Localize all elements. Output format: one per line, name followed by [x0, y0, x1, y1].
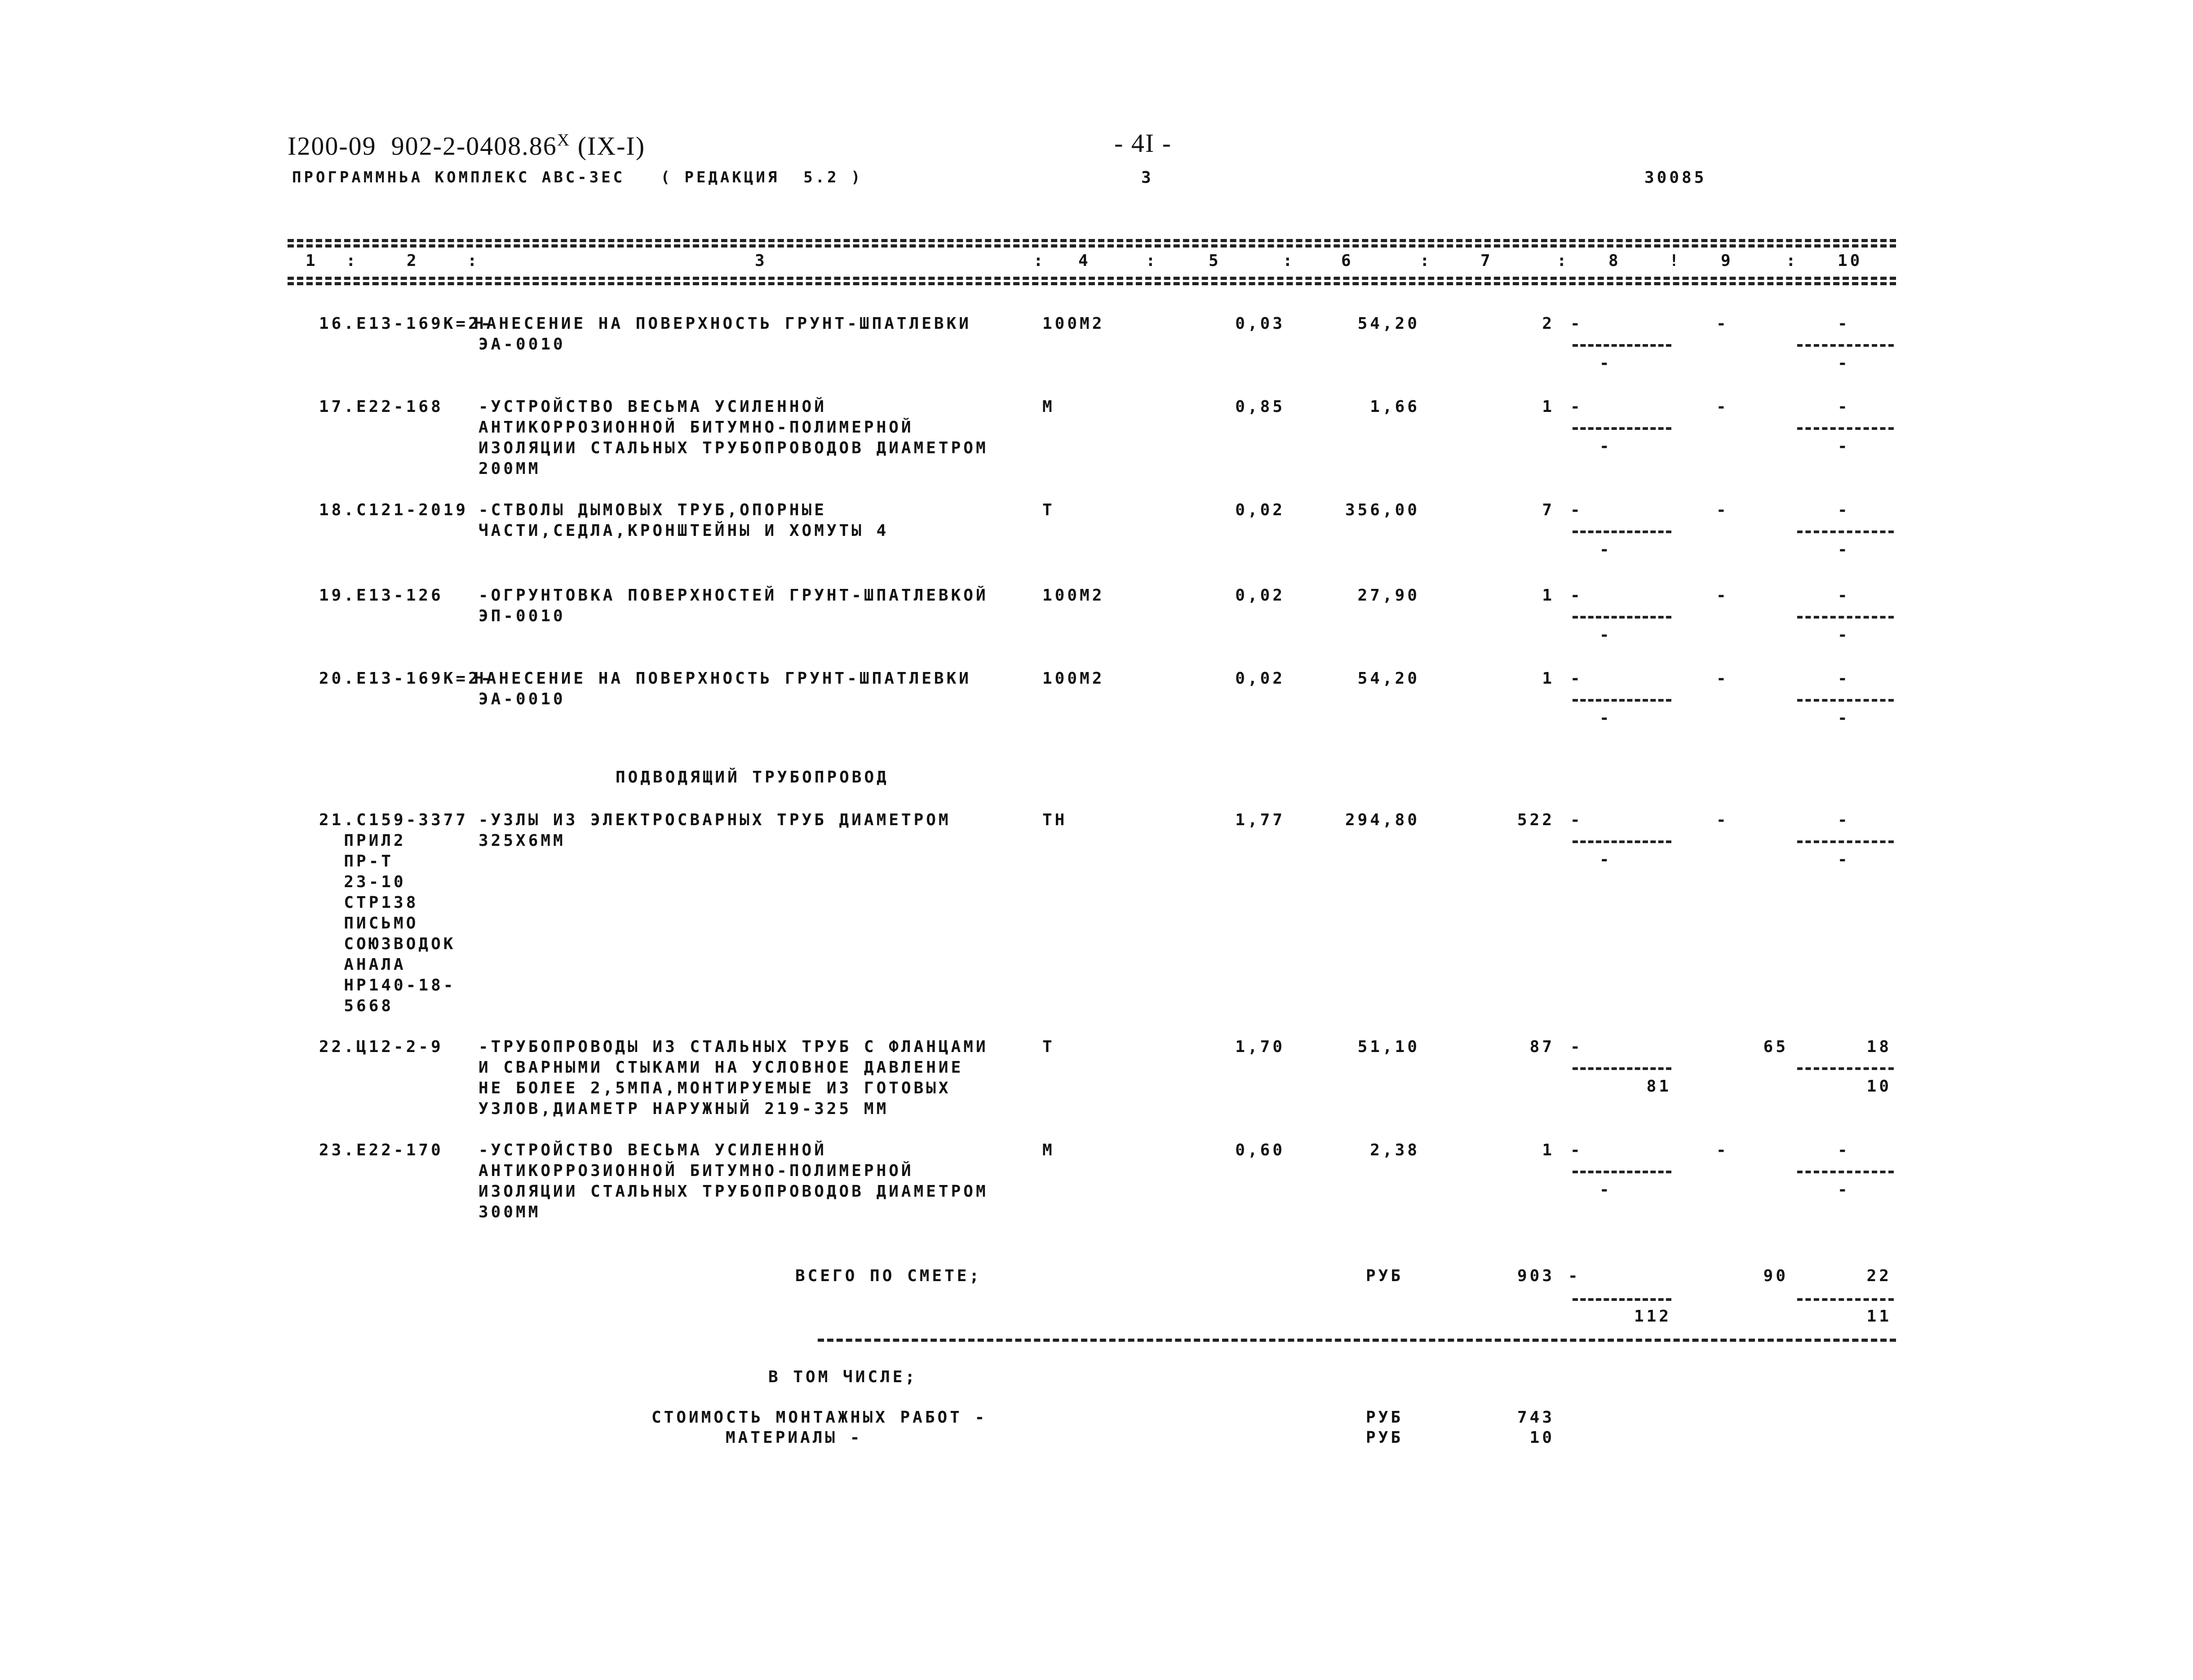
row-code: 23-10 — [319, 873, 406, 891]
column-separator: : — [1420, 252, 1432, 270]
row-col10-bottom: - — [1838, 540, 1850, 559]
row-col10-divider — [1797, 531, 1894, 533]
row-description: -УСТРОЙСТВО ВЕСЬМА УСИЛЕННОЙ — [478, 398, 827, 416]
column-number: 8 — [1608, 252, 1621, 270]
row-code: 17.Е22-168 — [319, 398, 443, 416]
row-code: ПИСЬМО — [319, 914, 419, 933]
row-col8-divider — [1573, 531, 1671, 533]
row-col8-top: - — [1570, 586, 1583, 605]
row-col10-bottom: - — [1838, 626, 1850, 644]
row-description: НЕ БОЛЕЕ 2,5МПА,МОНТИРУЕМЫЕ ИЗ ГОТОВЫХ — [478, 1079, 951, 1097]
row-price: 356,00 — [1345, 501, 1420, 519]
row-col8-divider — [1573, 1171, 1671, 1173]
row-description: 200ММ — [478, 460, 541, 478]
row-code: 16.Е13-169К=2- — [319, 314, 493, 333]
row-quantity: 0,03 — [1235, 314, 1285, 333]
row-col8-divider — [1573, 1067, 1671, 1070]
including-item-unit: РУБ — [1366, 1408, 1404, 1427]
row-col8-bottom: - — [1599, 850, 1612, 869]
row-col10-divider — [1797, 1067, 1894, 1070]
row-col10-bottom: - — [1838, 1180, 1850, 1199]
row-description: -ТРУБОПРОВОДЫ ИЗ СТАЛЬНЫХ ТРУБ С ФЛАНЦАМИ — [478, 1038, 988, 1056]
row-price: 51,10 — [1357, 1038, 1420, 1056]
column-number: 6 — [1341, 252, 1354, 270]
row-code: СТР138 — [319, 893, 419, 912]
row-col8-divider — [1573, 427, 1671, 430]
row-unit: М — [1042, 398, 1055, 416]
header-top-rule-2 — [288, 244, 1896, 248]
row-col10-divider — [1797, 616, 1894, 619]
row-col10-divider — [1797, 699, 1894, 702]
row-description: И СВАРНЫМИ СТЫКАМИ НА УСЛОВНОЕ ДАВЛЕНИЕ — [478, 1058, 964, 1077]
row-col10-top: - — [1838, 811, 1850, 829]
row-col8-bottom: - — [1599, 1180, 1612, 1199]
total-unit: РУБ — [1366, 1267, 1404, 1285]
row-total: 1 — [1542, 398, 1555, 416]
including-label: В ТОМ ЧИСЛЕ; — [768, 1368, 918, 1386]
row-description: 325Х6ММ — [478, 831, 566, 850]
column-number: 1 — [306, 252, 318, 270]
row-col8-top: - — [1570, 1038, 1583, 1056]
document-code-superscript: X — [557, 131, 571, 150]
row-col10-divider — [1797, 344, 1894, 347]
row-description: -УЗЛЫ ИЗ ЭЛЕКТРОСВАРНЫХ ТРУБ ДИАМЕТРОМ — [478, 811, 951, 829]
row-description: АНТИКОРРОЗИОННОЙ БИТУМНО-ПОЛИМЕРНОЙ — [478, 1162, 914, 1180]
row-col8-bottom: - — [1599, 626, 1612, 644]
column-number: 10 — [1838, 252, 1863, 270]
total-col10-top: 22 — [1866, 1267, 1892, 1285]
row-unit: 100М2 — [1042, 314, 1105, 333]
column-number: 7 — [1480, 252, 1493, 270]
column-separator: : — [1557, 252, 1569, 270]
section-heading: ПОДВОДЯЩИЙ ТРУБОПРОВОД — [616, 768, 889, 787]
row-price: 294,80 — [1345, 811, 1420, 829]
including-item-value: 743 — [1517, 1408, 1555, 1427]
row-col9: - — [1716, 586, 1729, 605]
including-item-label: СТОИМОСТЬ МОНТАЖНЫХ РАБОТ - — [651, 1408, 988, 1427]
program-line: ПРОГРАММНЬА КОМПЛЕКС АВС-ЗЕС ( РЕДАКЦИЯ 5.2 ) — [292, 168, 863, 186]
document-code-main: I200-09 902-2-0408.86 — [288, 131, 557, 161]
column-separator: : — [1283, 252, 1295, 270]
row-col8-divider — [1573, 344, 1671, 347]
row-quantity: 0,02 — [1235, 501, 1285, 519]
total-col10-divider — [1797, 1298, 1894, 1301]
document-code — [288, 130, 645, 161]
row-price: 54,20 — [1357, 669, 1420, 688]
column-number: 3 — [755, 252, 767, 270]
row-col8-top: - — [1570, 398, 1583, 416]
row-col10-bottom: - — [1838, 850, 1850, 869]
column-number: 5 — [1209, 252, 1221, 270]
row-price: 54,20 — [1357, 314, 1420, 333]
row-code: НР140-18- — [319, 976, 456, 995]
row-description: ЭА-0010 — [478, 335, 566, 354]
total-label: ВСЕГО ПО СМЕТЕ; — [795, 1267, 982, 1285]
row-description: -СТВОЛЫ ДЫМОВЫХ ТРУБ,ОПОРНЫЕ — [478, 501, 827, 519]
row-code: 19.Е13-126 — [319, 586, 443, 605]
row-col8-bottom: 81 — [1646, 1077, 1671, 1096]
row-price: 2,38 — [1370, 1141, 1420, 1159]
row-col8-top: - — [1570, 501, 1583, 519]
total-col10-bottom: 11 — [1866, 1307, 1892, 1326]
header-bottom-rule-2 — [288, 282, 1896, 285]
row-col10-divider — [1797, 427, 1894, 430]
row-col9: - — [1716, 398, 1729, 416]
row-unit: Т — [1042, 501, 1055, 519]
row-col8-top: - — [1570, 811, 1583, 829]
column-number: 4 — [1078, 252, 1091, 270]
row-code: 18.С121-2019 — [319, 501, 469, 519]
row-quantity: 0,60 — [1235, 1141, 1285, 1159]
row-code: ПРИЛ2 — [319, 831, 406, 850]
row-col8-top: - — [1570, 314, 1583, 333]
row-quantity: 0,85 — [1235, 398, 1285, 416]
row-col9: - — [1716, 669, 1729, 688]
row-col10-top: - — [1838, 398, 1850, 416]
row-col8-top: - — [1570, 669, 1583, 688]
document-id: 30085 — [1644, 168, 1707, 187]
row-code: 22.Ц12-2-9 — [319, 1038, 443, 1056]
row-description: УЗЛОВ,ДИАМЕТР НАРУЖНЫЙ 219-325 ММ — [478, 1100, 889, 1118]
row-description: АНТИКОРРОЗИОННОЙ БИТУМНО-ПОЛИМЕРНОЙ — [478, 418, 914, 437]
row-quantity: 1,77 — [1235, 811, 1285, 829]
row-col10-bottom: - — [1838, 709, 1850, 727]
row-col8-bottom: - — [1599, 709, 1612, 727]
total-value: 903 — [1517, 1267, 1555, 1285]
row-unit: 100М2 — [1042, 669, 1105, 688]
column-number: 9 — [1721, 252, 1733, 270]
row-col9: - — [1716, 811, 1729, 829]
row-col9: - — [1716, 1141, 1729, 1159]
row-quantity: 0,02 — [1235, 669, 1285, 688]
row-col10-top: - — [1838, 586, 1850, 605]
row-col9: 65 — [1763, 1038, 1788, 1056]
including-item-value: 10 — [1529, 1428, 1555, 1447]
row-col10-top: - — [1838, 669, 1850, 688]
row-description: -ОГРУНТОВКА ПОВЕРХНОСТЕЙ ГРУНТ-ШПАТЛЕВКОЙ — [478, 586, 988, 605]
row-total: 87 — [1529, 1038, 1555, 1056]
total-col8-top: - — [1568, 1267, 1581, 1285]
total-col8-bottom: 112 — [1634, 1307, 1671, 1326]
row-description: ИЗОЛЯЦИИ СТАЛЬНЫХ ТРУБОПРОВОДОВ ДИАМЕТРОМ — [478, 439, 988, 457]
row-col8-divider — [1573, 616, 1671, 619]
row-unit: ТН — [1042, 811, 1068, 829]
row-description: ЭА-0010 — [478, 690, 566, 708]
column-separator: : — [1033, 252, 1046, 270]
header-top-rule — [288, 239, 1896, 242]
row-col10-divider — [1797, 840, 1894, 843]
row-col10-top: - — [1838, 314, 1850, 333]
row-col8-bottom: - — [1599, 540, 1612, 559]
row-unit: Т — [1042, 1038, 1055, 1056]
row-code: 21.С159-3377 — [319, 811, 469, 829]
row-code: 23.Е22-170 — [319, 1141, 443, 1159]
row-code: ПР-Т — [319, 852, 394, 871]
row-description: 300ММ — [478, 1203, 541, 1221]
row-col10-bottom: 10 — [1866, 1077, 1892, 1096]
row-col8-top: - — [1570, 1141, 1583, 1159]
row-col10-top: 18 — [1866, 1038, 1892, 1056]
row-quantity: 0,02 — [1235, 586, 1285, 605]
row-col9: - — [1716, 314, 1729, 333]
row-description: ИЗОЛЯЦИИ СТАЛЬНЫХ ТРУБОПРОВОДОВ ДИАМЕТРОМ — [478, 1182, 988, 1201]
row-col8-bottom: - — [1599, 354, 1612, 372]
total-bottom-rule — [818, 1339, 1896, 1342]
column-separator: : — [467, 252, 480, 270]
page-number: - 4I - — [1114, 128, 1172, 158]
including-item-unit: РУБ — [1366, 1428, 1404, 1447]
row-col10-top: - — [1838, 1141, 1850, 1159]
header-bottom-rule — [288, 277, 1896, 280]
row-col10-bottom: - — [1838, 354, 1850, 372]
row-code: СОЮЗВОДОК — [319, 935, 456, 953]
row-description: НАНЕСЕНИЕ НА ПОВЕРХНОСТЬ ГРУНТ-ШПАТЛЕВКИ — [474, 669, 971, 688]
row-col8-bottom: - — [1599, 437, 1612, 455]
row-col10-top: - — [1838, 501, 1850, 519]
document-code-suffix: (IX-I) — [570, 131, 646, 161]
row-total: 1 — [1542, 669, 1555, 688]
row-total: 7 — [1542, 501, 1555, 519]
row-description: НАНЕСЕНИЕ НА ПОВЕРХНОСТЬ ГРУНТ-ШПАТЛЕВКИ — [474, 314, 971, 333]
row-total: 1 — [1542, 586, 1555, 605]
row-description: ЭП-0010 — [478, 607, 566, 625]
column-separator: ! — [1669, 252, 1682, 270]
column-separator: : — [1786, 252, 1799, 270]
row-price: 27,90 — [1357, 586, 1420, 605]
including-item-label: МАТЕРИАЛЫ - — [726, 1428, 863, 1447]
row-total: 2 — [1542, 314, 1555, 333]
row-description: -УСТРОЙСТВО ВЕСЬМА УСИЛЕННОЙ — [478, 1141, 827, 1159]
column-separator: : — [1146, 252, 1158, 270]
row-code: АНАЛА — [319, 955, 406, 974]
sheet-number: 3 — [1141, 168, 1154, 187]
total-col9: 90 — [1763, 1267, 1788, 1285]
row-col10-bottom: - — [1838, 437, 1850, 455]
row-unit: 100М2 — [1042, 586, 1105, 605]
row-quantity: 1,70 — [1235, 1038, 1285, 1056]
row-col9: - — [1716, 501, 1729, 519]
row-col8-divider — [1573, 840, 1671, 843]
row-total: 1 — [1542, 1141, 1555, 1159]
row-code: 5668 — [319, 997, 394, 1015]
row-unit: М — [1042, 1141, 1055, 1159]
row-code: 20.Е13-169К=2- — [319, 669, 493, 688]
row-col8-divider — [1573, 699, 1671, 702]
row-price: 1,66 — [1370, 398, 1420, 416]
row-description: ЧАСТИ,СЕДЛА,КРОНШТЕЙНЫ И ХОМУТЫ 4 — [478, 522, 889, 540]
total-col8-divider — [1573, 1298, 1671, 1301]
row-total: 522 — [1517, 811, 1555, 829]
column-separator: : — [346, 252, 359, 270]
column-number: 2 — [407, 252, 419, 270]
row-col10-divider — [1797, 1171, 1894, 1173]
